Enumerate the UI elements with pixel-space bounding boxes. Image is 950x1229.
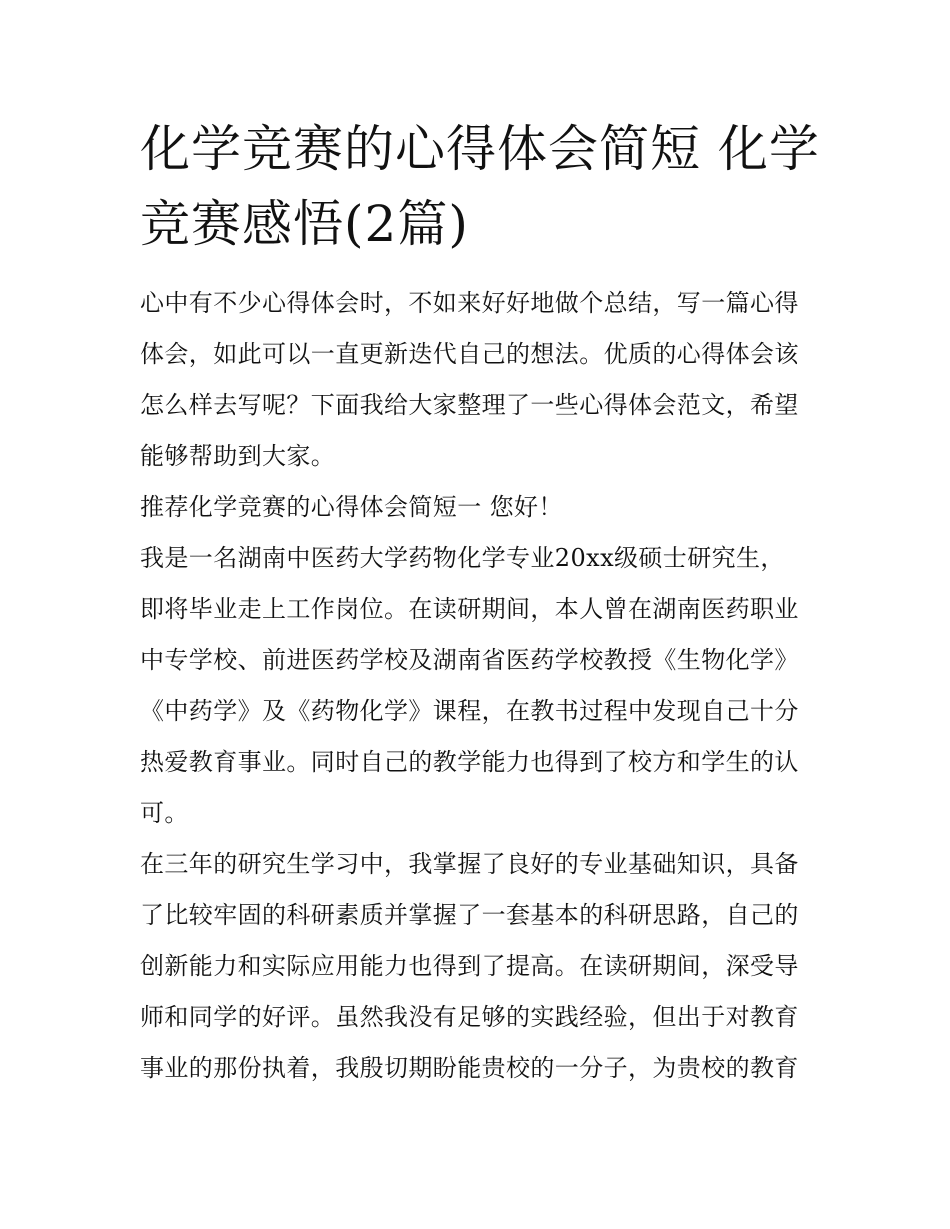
paragraph-research: 在三年的研究生学习中，我掌握了良好的专业基础知识，具备了比较牢固的科研素质并掌握了一套基本的科研思路，自己的创新能力和实际应用能力也得到了提高。在读研期间，深受导师和同学的好评。虽然我没有足够的实践经验，但出于对教育事业的那份执着，我殷切期盼能贵校的一分子，为贵校的教育	[140, 850, 799, 1082]
paragraph-self-intro: 我是一名湖南中医药大学药物化学专业20xx级硕士研究生，	[140, 544, 785, 572]
document-body	[140, 278, 820, 1094]
document-title: 化学竞赛的心得体会简短 化学竞赛感悟(2篇)	[140, 120, 820, 253]
paragraph-teaching: 即将毕业走上工作岗位。在读研期间，本人曾在湖南医药职业中专学校、前进医药学校及湖南省医药学校教授《生物化学》《中药学》及《药物化学》课程，在教书过程中发现自己十分热爱教育事业。同时自己的教学能力也得到了校方和学生的认可。	[140, 595, 799, 827]
paragraph-intro: 心中有不少心得体会时，不如来好好地做个总结，写一篇心得体会，如此可以一直更新迭代自己的想法。优质的心得体会该怎么样去写呢？下面我给大家整理了一些心得体会范文，希望能够帮助到大家。	[140, 289, 799, 470]
paragraph-heading-one: 推荐化学竞赛的心得体会简短一 您好！	[140, 493, 563, 521]
